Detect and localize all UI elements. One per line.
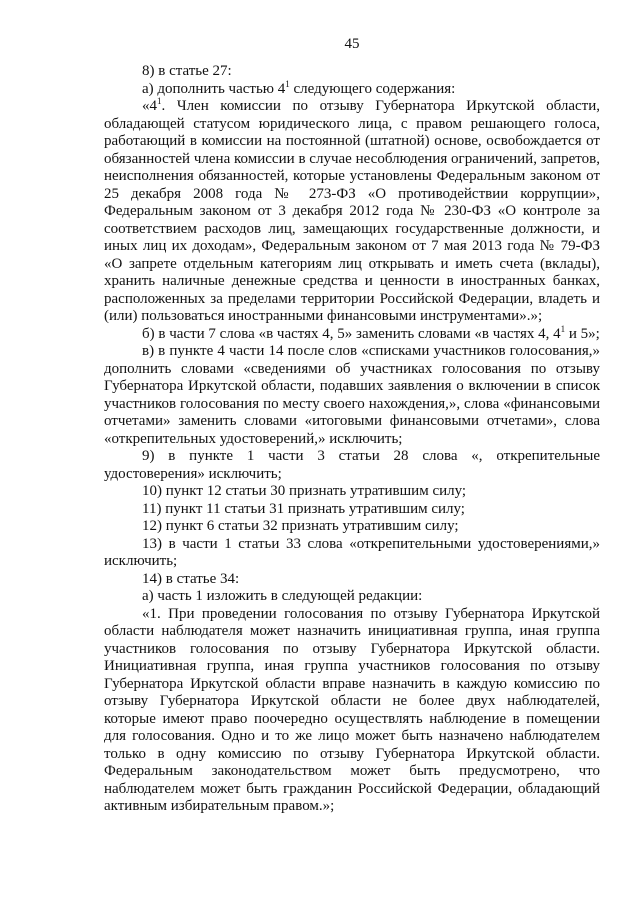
paragraph-9	[104, 448, 600, 483]
document-body	[104, 63, 600, 816]
superscript: 1	[157, 96, 162, 106]
paragraph-text: а) часть 1 изложить в следующей редакции:	[142, 588, 423, 604]
paragraph-14	[104, 571, 600, 589]
page-number: 45	[344, 36, 360, 52]
paragraph-text: «4	[142, 98, 157, 114]
paragraph-text: 13) в части 1 статьи 33 слова «открепительными удостоверениями,» исключить;	[104, 535, 600, 569]
paragraph-8b	[104, 323, 600, 344]
paragraph-text: 12) пункт 6 статьи 32 признать утратившим силу;	[142, 518, 459, 534]
superscript: 1	[560, 323, 566, 334]
paragraph-text: 14) в статье 34:	[142, 570, 240, 587]
paragraph-13	[104, 536, 600, 571]
superscript: 1	[285, 78, 290, 89]
paragraph-11	[104, 501, 600, 519]
paragraph-8v	[104, 343, 600, 448]
paragraph-4-1-quote	[104, 98, 600, 326]
paragraph-text: 8) в статье 27:	[142, 63, 232, 79]
paragraph-text-tail: следующего содержания:	[289, 80, 456, 97]
paragraph-text: «1. При проведении голосования по отзыву Губернатора Иркутской области наблюдателя может назначить инициативная группа, иная группа участников голосования по отзыву Губернатора Иркутской области. Инициативная группа, иная группа участников голосования по отзыву Губернатора Иркутской области вправе назначить в каждую комиссию по отзыву Губернатора Иркутской области не более двух наблюдателей, которые имеют право поочередно осуществлять наблюдение в помещении для голосования. Одно и то же лицо может быть назначено наблюдателем только в одну комиссию по отзыву Губернатора Иркутской области. Федеральным законодательством может быть предусмотрено, что наблюдателем может быть гражданин Российской Федерации, обладающий активным избирательным правом.»;	[104, 605, 600, 814]
paragraph-8	[104, 63, 600, 81]
paragraph-text: 9) в пункте 1 части 3 статьи 28 слова «, открепительные удостоверения» исключить;	[104, 448, 600, 482]
paragraph-text-tail: и 5»;	[565, 325, 600, 342]
paragraph-8a	[104, 78, 600, 99]
paragraph-text-tail: . Член комиссии по отзыву Губернатора Иркутской области, обладающей статусом юридического лица, с правом решающего голоса, работающий в комиссии на постоянной (штатной) основе, освобождается от обязанностей члена комиссии в случае несоблюдения ограничений, запретов, неисполнения обязанностей, которые установлены Федеральным законом от 25 декабря 2008 года № 273-ФЗ «О противодействии коррупции», Федеральным законом от 3 декабря 2012 года № 230-ФЗ «О контроле за соответствием расходов лиц, замещающих государственные должности, и иных лиц их доходам», Федеральным законом от 7 мая 2013 года № 79-ФЗ «О запрете отдельным категориям лиц открывать и иметь счета (вклады), хранить наличные денежные средства и ценности в иностранных банках, расположенных за пределами территории Российской Федерации, владеть и (или) пользоваться иностранными финансовыми инструментами».»;	[104, 98, 600, 324]
paragraph-text: 10) пункт 12 статьи 30 признать утратившим силу;	[142, 483, 467, 499]
paragraph-10	[104, 483, 600, 501]
paragraph-part-1-quote	[104, 606, 600, 816]
paragraph-text: 11) пункт 11 статьи 31 признать утратившим силу;	[142, 500, 465, 517]
paragraph-12	[104, 518, 600, 536]
paragraph-text: б) в части 7 слова «в частях 4, 5» заменить словами «в частях 4, 4	[142, 325, 561, 342]
paragraph-text: а) дополнить частью 4	[142, 80, 286, 97]
paragraph-text: в) в пункте 4 части 14 после слов «списками участников голосования,» дополнить словами «сведениями об участниках голосования по отзыву Губернатора Иркутской области, подавших заявления о включении в список участников голосования по месту своего нахождения,», слова «финансовыми отчетами» заменить словами «итоговыми финансовыми отчетами», слова «открепительных удостоверений,» исключить;	[104, 343, 600, 447]
paragraph-14a	[104, 588, 600, 606]
